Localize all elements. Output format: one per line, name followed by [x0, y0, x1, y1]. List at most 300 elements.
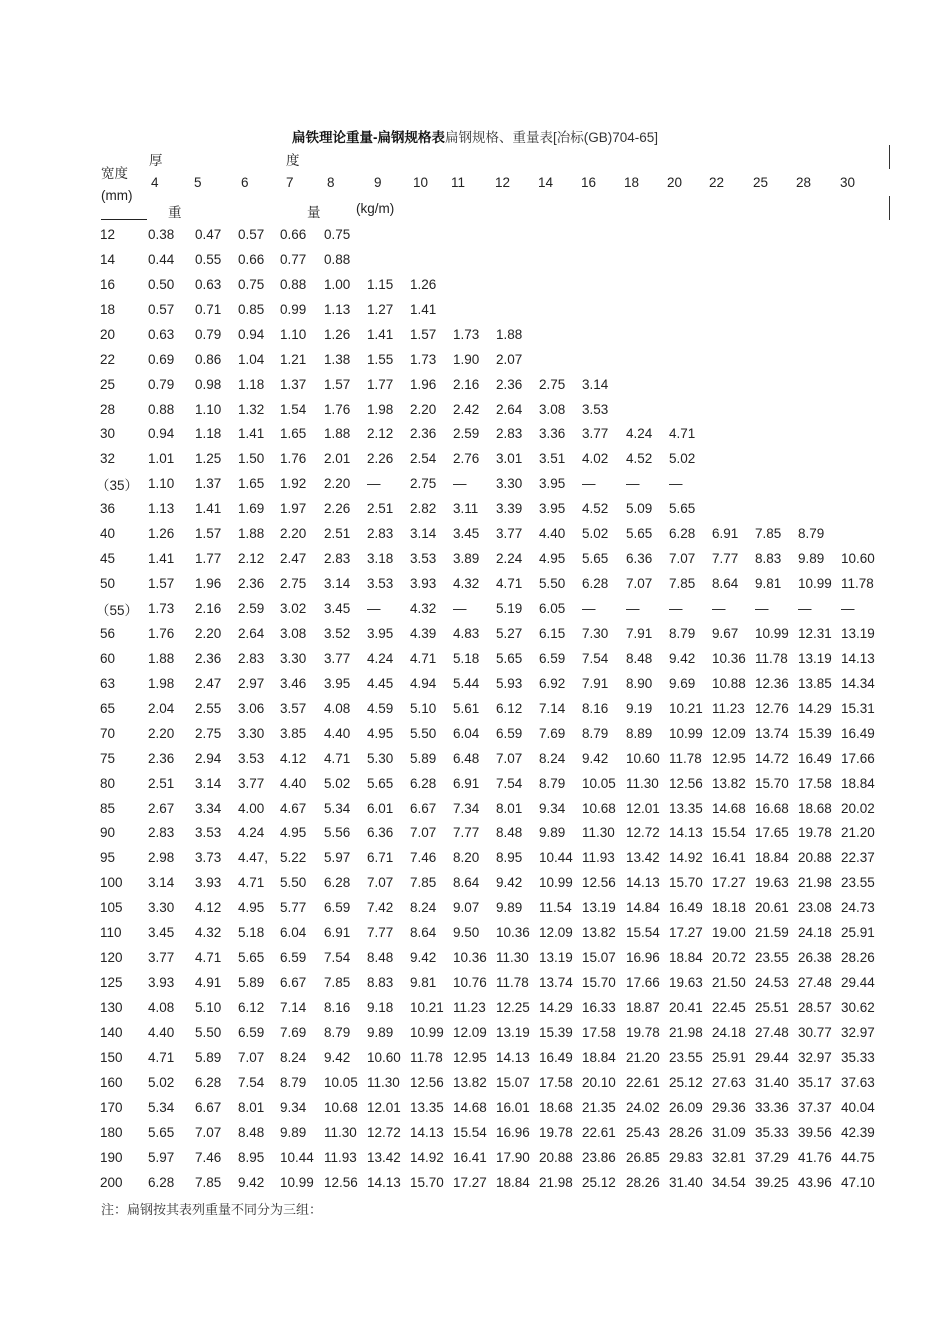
weight-cell: [535, 347, 578, 372]
weight-cell: 24.73: [841, 900, 875, 916]
weight-cell: 1.38: [324, 351, 351, 367]
weight-cell: 9.42: [410, 950, 437, 966]
thickness-header-cell: 28: [796, 175, 812, 190]
weight-cell: 6.59: [496, 725, 523, 741]
weight-cell: 3.95: [539, 501, 566, 517]
weight-cell: 12.56: [324, 1174, 358, 1190]
weight-cell: 14.29: [539, 1000, 573, 1016]
weight-cell: 10.76: [453, 975, 487, 991]
weight-cell: 0.63: [195, 276, 222, 292]
weight-cell: [751, 322, 794, 347]
weight-cell: 0.79: [148, 376, 175, 392]
weight-cell: [492, 297, 535, 322]
weight-cell: [837, 521, 882, 546]
weight-cell: 16.96: [626, 950, 660, 966]
table-row: [96, 322, 882, 347]
weight-cell: 22.61: [582, 1124, 616, 1140]
weight-cell: 29.83: [669, 1149, 703, 1165]
weight-cell: 1.37: [195, 476, 222, 492]
weight-cell: 12.09: [712, 725, 746, 741]
weight-cell: 5.65: [148, 1124, 175, 1140]
width-cell: 170: [100, 1099, 123, 1115]
weight-cell: 0.88: [280, 276, 307, 292]
weight-cell: 10.99: [669, 725, 703, 741]
weight-cell: 27.63: [712, 1074, 746, 1090]
weight-cell: 19.00: [712, 925, 746, 941]
weight-cell: 17.27: [669, 925, 703, 941]
weight-cell: 6.59: [238, 1024, 265, 1040]
weight-cell: 32.97: [841, 1024, 875, 1040]
weight-cell: 18.68: [798, 800, 832, 816]
weight-cell: 9.89: [280, 1124, 307, 1140]
weight-cell: 10.88: [712, 675, 746, 691]
weight-cell: 26.09: [669, 1099, 703, 1115]
weight-cell: 8.90: [626, 675, 653, 691]
weight-cell: 7.85: [410, 875, 437, 891]
weight-cell: 7.77: [367, 925, 394, 941]
weight-cell: 19.78: [626, 1024, 660, 1040]
weight-cell: 13.19: [798, 650, 832, 666]
weight-cell: 6.36: [626, 551, 653, 567]
weight-cell: 2.59: [453, 426, 480, 442]
thickness-header-cell: 12: [495, 175, 511, 190]
weight-cell: 10.36: [712, 650, 746, 666]
weight-cell: 4.24: [626, 426, 653, 442]
weight-cell: 5.44: [453, 675, 480, 691]
weight-cell: 15.07: [496, 1074, 530, 1090]
weight-cell: [837, 372, 882, 397]
weight-cell: 22.45: [712, 1000, 746, 1016]
width-cell: 160: [100, 1074, 123, 1090]
width-cell: 190: [100, 1149, 123, 1165]
weight-cell: 3.34: [195, 800, 222, 816]
weight-cell: 7.77: [712, 551, 739, 567]
weight-cell: 7.07: [410, 825, 437, 841]
weight-cell: 7.77: [453, 825, 480, 841]
weight-cell: 10.44: [280, 1149, 314, 1165]
weight-cell: 13.85: [798, 675, 832, 691]
weight-cell: 1.18: [195, 426, 222, 442]
weight-cell: 14.13: [496, 1049, 530, 1065]
weight-cell: 3.77: [496, 526, 523, 542]
weight-cell: 3.93: [410, 576, 437, 592]
weight-cell: 13.82: [582, 925, 616, 941]
thickness-header-cell: 16: [581, 175, 597, 190]
weight-cell: 7.14: [280, 1000, 307, 1016]
weight-cell: 5.65: [669, 501, 696, 517]
weight-cell: 6.59: [324, 900, 351, 916]
weight-cell: 2.51: [324, 526, 351, 542]
header-underline: [101, 219, 147, 220]
weight-cell: 9.81: [410, 975, 437, 991]
thickness-header-cell: 20: [667, 175, 683, 190]
weight-cell: 10.60: [626, 750, 660, 766]
weight-cell: [708, 272, 751, 297]
weight-cell: 25.51: [755, 1000, 789, 1016]
table-row: [96, 496, 882, 521]
weight-cell: 16.49: [669, 900, 703, 916]
table-row: [96, 596, 882, 621]
weight-cell: 3.95: [539, 476, 566, 492]
weight-cell: 24.18: [798, 925, 832, 941]
weight-cell: [794, 496, 837, 521]
weight-cell: 1.57: [195, 526, 222, 542]
weight-cell: 4.40: [148, 1024, 175, 1040]
weight-cell: 13.19: [841, 625, 875, 641]
weight-cell: 42.39: [841, 1124, 875, 1140]
weight-cell: 1.00: [324, 276, 351, 292]
weight-cell: 1.26: [324, 326, 351, 342]
weight-cell: 24.02: [626, 1099, 660, 1115]
weight-cell: 11.78: [669, 750, 702, 766]
weight-cell: 12.01: [626, 800, 660, 816]
weight-cell: 2.67: [148, 800, 175, 816]
table-row: [96, 1120, 882, 1145]
weight-cell: 10.60: [841, 551, 875, 567]
weight-cell: 4.12: [195, 900, 222, 916]
weight-cell: 4.95: [238, 900, 265, 916]
width-cell: 16: [100, 276, 116, 292]
weight-cell: 6.36: [367, 825, 394, 841]
weight-cell: 7.54: [496, 775, 523, 791]
weight-cell: 1.37: [280, 376, 307, 392]
weight-cell: 6.04: [453, 725, 480, 741]
weight-cell: [622, 297, 665, 322]
weight-cell: [622, 372, 665, 397]
width-cell: 20: [100, 326, 116, 342]
weight-cell: 1.88: [238, 526, 265, 542]
weight-cell: 1.41: [195, 501, 222, 517]
weight-cell: [794, 446, 837, 471]
weight-cell: 1.88: [324, 426, 351, 442]
weight-cell: 14.84: [626, 900, 660, 916]
weight-cell: 5.34: [148, 1099, 175, 1115]
weight-cell: 8.48: [238, 1124, 265, 1140]
weight-cell: 11.93: [324, 1149, 357, 1165]
weight-cell: —: [669, 601, 683, 617]
weight-cell: 28.26: [669, 1124, 703, 1140]
weight-cell: 44.75: [841, 1149, 875, 1165]
weight-cell: 12.72: [367, 1124, 401, 1140]
weight-cell: [837, 422, 882, 447]
weight-cell: 16.96: [496, 1124, 530, 1140]
weight-cell: 2.04: [148, 700, 175, 716]
weight-cell: 3.77: [582, 426, 609, 442]
table-row: [96, 945, 882, 970]
weight-cell: 4.40: [280, 775, 307, 791]
weight-cell: 3.30: [496, 476, 523, 492]
weight-cell: 1.88: [496, 326, 523, 342]
weight-cell: 8.79: [582, 725, 609, 741]
weight-cell: 5.89: [410, 750, 437, 766]
weight-cell: 6.92: [539, 675, 566, 691]
weight-cell: 23.55: [841, 875, 875, 891]
weight-cell: 2.07: [496, 351, 523, 367]
table-row: [96, 247, 882, 272]
table-row: [96, 1070, 882, 1095]
weight-cell: 1.77: [195, 551, 222, 567]
weight-cell: 5.65: [496, 650, 523, 666]
thickness-header-cell: 9: [374, 175, 382, 190]
weight-cell: 3.08: [280, 625, 307, 641]
table-row: [96, 970, 882, 995]
weight-cell: 2.97: [238, 675, 265, 691]
weight-cell: 1.69: [238, 501, 265, 517]
weight-cell: 2.83: [367, 526, 394, 542]
weight-cell: 20.61: [755, 900, 789, 916]
thickness-header-cell: 11: [451, 175, 466, 190]
weight-cell: 2.36: [410, 426, 437, 442]
weight-cell: [622, 347, 665, 372]
weight-cell: 1.98: [148, 675, 175, 691]
weight-cell: 9.42: [582, 750, 609, 766]
weight-cell: 3.39: [496, 501, 523, 517]
weight-cell: 11.23: [712, 700, 745, 716]
weight-cell: [363, 247, 406, 272]
weight-cell: 11.78: [410, 1049, 443, 1065]
width-cell: 14: [100, 251, 116, 267]
weight-cell: 14.68: [712, 800, 746, 816]
weight-cell: 0.50: [148, 276, 175, 292]
weight-cell: 7.69: [539, 725, 566, 741]
weight-cell: 13.42: [367, 1149, 401, 1165]
weight-cell: 2.59: [238, 601, 265, 617]
weight-cell: 17.27: [712, 875, 746, 891]
weight-cell: 17.27: [453, 1174, 487, 1190]
weight-cell: 31.40: [669, 1174, 703, 1190]
weight-cell: 25.12: [669, 1074, 703, 1090]
weight-cell: 8.64: [712, 576, 739, 592]
weight-cell: [837, 471, 882, 496]
weight-cell: [837, 272, 882, 297]
weight-cell: 4.08: [324, 700, 351, 716]
weight-cell: [837, 397, 882, 422]
table-row: [96, 1145, 882, 1170]
weight-cell: —: [582, 601, 596, 617]
weight-cell: 15.70: [755, 775, 789, 791]
weight-cell: 1.73: [453, 326, 480, 342]
weight-cell: 2.83: [324, 551, 351, 567]
weight-cell: 25.12: [582, 1174, 616, 1190]
weight-cell: 1.77: [367, 376, 394, 392]
weight-cell: [708, 496, 751, 521]
thickness-header-cell: 6: [241, 175, 249, 190]
weight-cell: 16.33: [582, 1000, 616, 1016]
weight-cell: 5.02: [148, 1074, 175, 1090]
weight-cell: 0.75: [238, 276, 265, 292]
weight-cell: [794, 422, 837, 447]
weight-cell: 8.95: [238, 1149, 265, 1165]
weight-cell: 5.56: [324, 825, 351, 841]
weight-cell: 11.30: [626, 775, 659, 791]
weight-cell: 3.08: [539, 401, 566, 417]
weight-cell: 1.76: [280, 451, 307, 467]
weight-cell: 3.14: [324, 576, 351, 592]
weight-cell: 2.26: [324, 501, 351, 517]
weight-cell: [708, 372, 751, 397]
weight-cell: 16.01: [496, 1099, 530, 1115]
weight-cell: [751, 347, 794, 372]
thickness-header-cell: 7: [286, 175, 294, 190]
weight-cell: 2.20: [280, 526, 307, 542]
weight-cell: 24.53: [755, 975, 789, 991]
weight-cell: [837, 247, 882, 272]
weight-cell: 8.01: [238, 1099, 265, 1115]
weight-cell: 10.21: [669, 700, 703, 716]
weight-cell: 5.93: [496, 675, 523, 691]
weight-cell: 1.01: [148, 451, 175, 467]
weight-cell: 13.82: [712, 775, 746, 791]
table-row: [96, 422, 882, 447]
weight-cell: 12.56: [410, 1074, 444, 1090]
weight-cell: 1.10: [280, 326, 307, 342]
weight-cell: 2.42: [453, 401, 480, 417]
weight-cell: 12.95: [712, 750, 746, 766]
weight-cell: 17.58: [539, 1074, 573, 1090]
weight-cell: 3.89: [453, 551, 480, 567]
weight-cell: 4.24: [238, 825, 265, 841]
weight-cell: 30.77: [798, 1024, 832, 1040]
weight-cell: [578, 272, 622, 297]
weight-cell: 13.19: [496, 1024, 530, 1040]
weight-cell: 0.88: [148, 401, 175, 417]
weight-cell: 11.78: [755, 650, 788, 666]
weight-cell: 22.37: [841, 850, 875, 866]
weight-cell: 7.91: [582, 675, 609, 691]
table-row: [96, 222, 882, 247]
weight-cell: 7.30: [582, 625, 609, 641]
weight-cell: 1.57: [410, 326, 437, 342]
weight-cell: 25.43: [626, 1124, 660, 1140]
weight-cell: 16.49: [841, 725, 875, 741]
weight-cell: 0.94: [238, 326, 265, 342]
weight-cell: 12.56: [669, 775, 703, 791]
weight-cell: 1.96: [195, 576, 222, 592]
table-row: [96, 571, 882, 596]
weight-cell: [837, 297, 882, 322]
weight-cell: 11.78: [496, 975, 529, 991]
table-row: [96, 521, 882, 546]
weight-cell: —: [669, 476, 683, 492]
weight-cell: 1.73: [410, 351, 437, 367]
width-cell: 100: [100, 875, 123, 891]
weight-cell: 9.89: [539, 825, 566, 841]
weight-cell: 2.16: [195, 601, 222, 617]
weight-cell: 3.85: [280, 725, 307, 741]
weight-cell: 2.20: [410, 401, 437, 417]
weight-cell: 10.44: [539, 850, 573, 866]
weight-cell: 1.76: [324, 401, 351, 417]
weight-cell: 6.59: [280, 950, 307, 966]
weight-cell: 9.34: [539, 800, 566, 816]
width-cell: 63: [100, 675, 116, 691]
weight-cell: 11.30: [496, 950, 529, 966]
weight-cell: 24.18: [712, 1024, 746, 1040]
weight-cell: 8.48: [626, 650, 653, 666]
weight-cell: 2.36: [195, 650, 222, 666]
table-row: [96, 646, 882, 671]
weight-cell: 29.44: [841, 975, 875, 991]
weight-cell: 3.52: [324, 625, 351, 641]
weight-cell: 21.98: [539, 1174, 573, 1190]
width-cell: 32: [100, 451, 116, 467]
weight-cell: 3.45: [148, 925, 175, 941]
weight-cell: 12.36: [755, 675, 789, 691]
weight-cell: [449, 247, 492, 272]
weight-cell: 8.24: [410, 900, 437, 916]
weight-cell: 14.13: [669, 825, 703, 841]
weight-cell: [622, 222, 665, 247]
weight-cell: [363, 222, 406, 247]
weight-cell: 5.65: [582, 551, 609, 567]
table-row: [96, 771, 882, 796]
weight-cell: 18.84: [841, 775, 875, 791]
weight-cell: 1.10: [148, 476, 175, 492]
weight-cell: 4.71: [669, 426, 696, 442]
weight-cell: —: [453, 476, 467, 492]
weight-cell: 5.50: [410, 725, 437, 741]
document-title: [0, 126, 950, 146]
weight-cell: 2.16: [453, 376, 480, 392]
weight-cell: 9.50: [453, 925, 480, 941]
weight-cell: 8.20: [453, 850, 480, 866]
weight-cell: 6.67: [280, 975, 307, 991]
weight-cell: 0.75: [324, 226, 351, 242]
weight-cell: 22.61: [626, 1074, 660, 1090]
weight-cell: —: [841, 601, 855, 617]
weight-cell: [751, 397, 794, 422]
weight-cell: 31.09: [712, 1124, 746, 1140]
weight-cell: 2.47: [280, 551, 307, 567]
weight-cell: [665, 372, 708, 397]
weight-cell: 6.28: [195, 1074, 222, 1090]
weight-cell: 2.55: [195, 700, 222, 716]
weight-cell: —: [712, 601, 726, 617]
weight-cell: [708, 422, 751, 447]
weight-cell: 3.53: [367, 576, 394, 592]
weight-cell: 5.10: [195, 1000, 222, 1016]
weight-cell: 12.56: [582, 875, 616, 891]
width-cell: （35）: [96, 477, 139, 493]
table-row: [96, 920, 882, 945]
weight-cell: 12.01: [367, 1099, 401, 1115]
weight-cell: [622, 322, 665, 347]
weight-cell: 4.71: [195, 950, 222, 966]
table-row: [96, 1170, 882, 1195]
weight-cell: 5.50: [195, 1024, 222, 1040]
weight-cell: 21.59: [755, 925, 789, 941]
weight-cell: 1.57: [148, 576, 175, 592]
weight-cell: [751, 372, 794, 397]
weight-cell: 35.33: [755, 1124, 789, 1140]
weight-cell: 37.37: [798, 1099, 832, 1115]
weight-cell: 2.83: [496, 426, 523, 442]
table-row: [96, 471, 882, 496]
weight-cell: 2.76: [453, 451, 480, 467]
weight-cell: 6.28: [669, 526, 696, 542]
width-cell: 105: [100, 900, 123, 916]
weight-cell: 5.18: [238, 925, 265, 941]
weight-cell: 9.18: [367, 1000, 394, 1016]
weight-cell: 8.64: [410, 925, 437, 941]
width-cell: 180: [100, 1124, 123, 1140]
weight-cell: 20.88: [539, 1149, 573, 1165]
weight-cell: 4.32: [453, 576, 480, 592]
weight-cell: 12.95: [453, 1049, 487, 1065]
weight-cell: 9.42: [496, 875, 523, 891]
weight-cell: 4.47,: [238, 850, 269, 866]
weight-cell: 25.91: [712, 1049, 746, 1065]
